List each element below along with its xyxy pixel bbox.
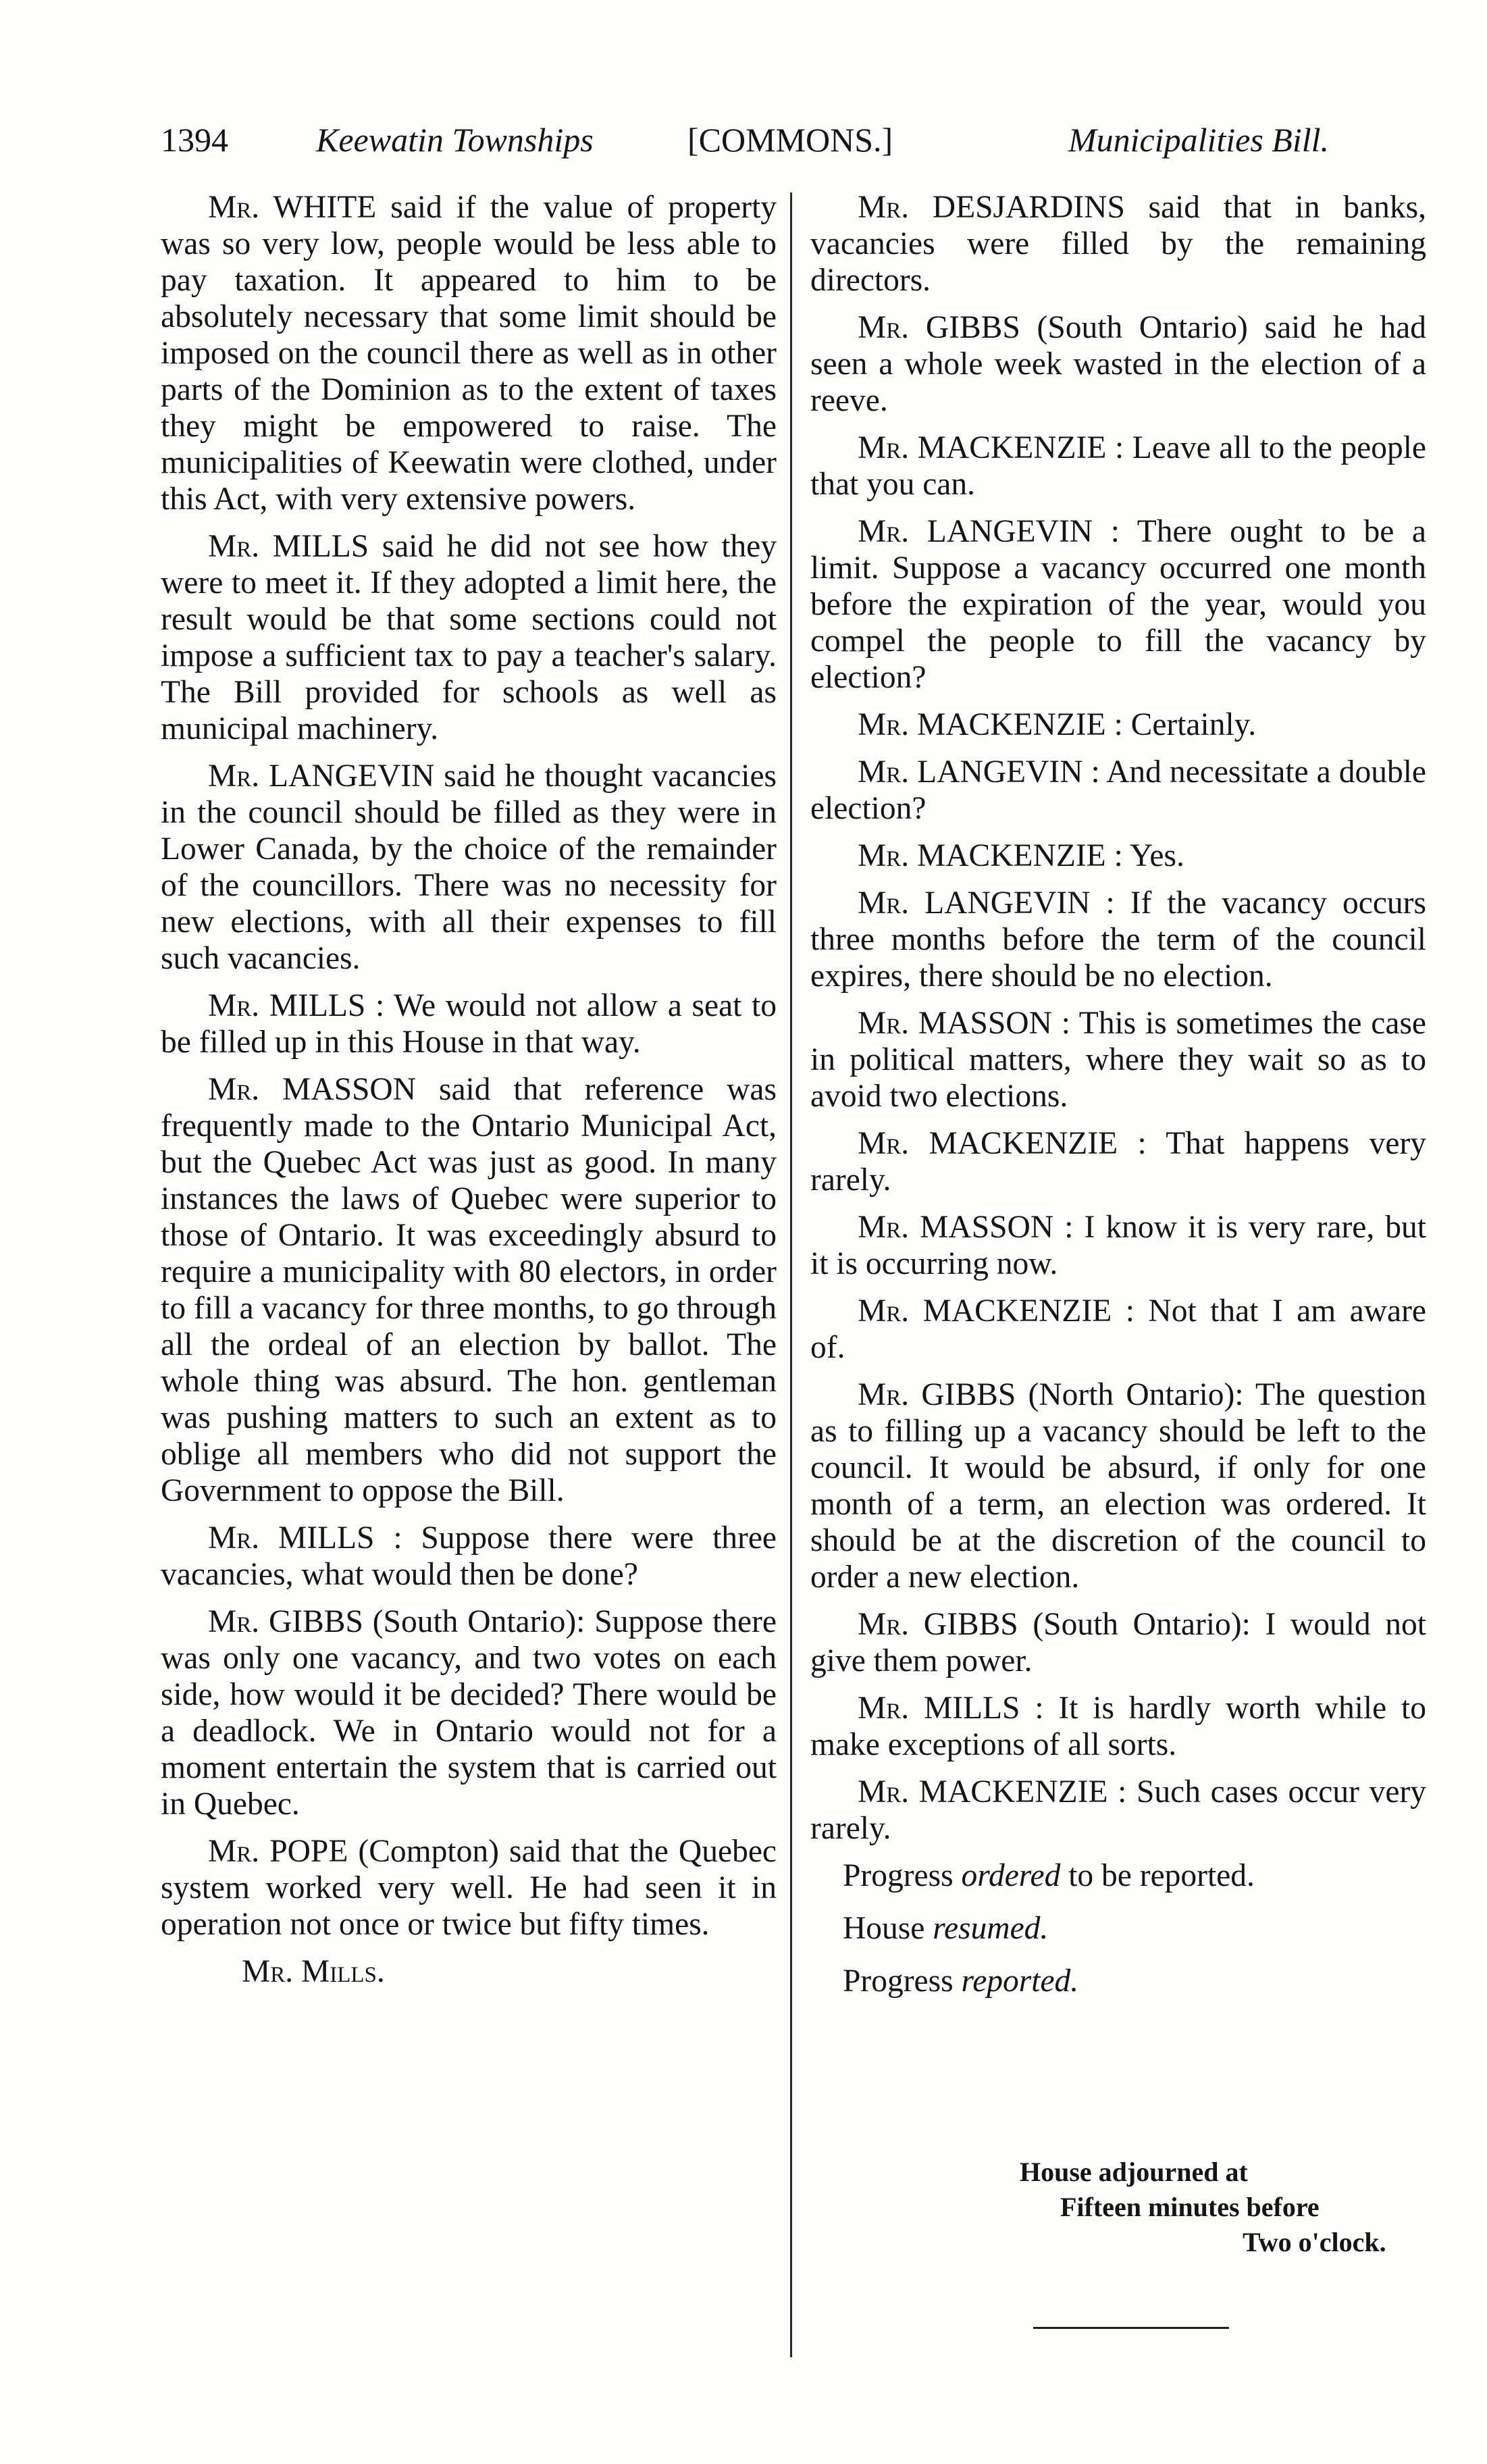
speaker-name: Mr. WHITE: [208, 190, 377, 225]
header-right-title: Municipalities Bill.: [1068, 121, 1329, 159]
speech-text: : Yes.: [1114, 838, 1184, 873]
proceeding-emphasis: reported.: [961, 1964, 1079, 1999]
right-column: [810, 189, 1426, 2016]
speaker-name: Mr. DESJARDINS: [858, 190, 1125, 225]
speaker-name: Mr. LANGEVIN: [858, 514, 1093, 549]
speech-paragraph: [161, 528, 777, 747]
page-number: 1394: [161, 121, 228, 159]
proceeding-text: Progress: [843, 1964, 962, 1999]
speaker-name: Mr. MACKENZIE: [858, 1293, 1112, 1329]
speech-text: (South Ontario): I would not give them power.: [810, 1607, 1427, 1678]
speech-text: : Leave all to the people that you can.: [810, 430, 1427, 502]
speech-paragraph: [810, 885, 1426, 994]
speech-text: : We would not allow a seat to be filled up in this House in that way.: [161, 988, 777, 1060]
speech-text: : And necessitate a double election?: [810, 754, 1427, 826]
speech-text: (South Ontario): Suppose there was only one vacancy, and two votes on each side, how would it be decided? There would be a deadlock. We in Ontario would not for a moment entertain the system that is carried out in Quebec.: [161, 1604, 777, 1822]
speech-text: : It is hardly worth while to make exceptions of all sorts.: [810, 1691, 1427, 1762]
speaker-name: Mr. MASSON: [858, 1006, 1052, 1041]
speech-paragraph: [810, 707, 1426, 743]
adjournment-notice: [810, 2155, 1426, 2260]
speaker-name: Mr. MILLS: [858, 1691, 1020, 1726]
speech-text: (North Ontario): The question as to filling up a vacancy should be left to the council. It would be absurd, if only for one month of a term, an election was ordered. It should be at the discretion of the council to order a new election.: [810, 1377, 1427, 1595]
adjournment-line: Fifteen minutes before: [1060, 2192, 1320, 2222]
catchword-paragraph: [194, 1953, 777, 1990]
column-divider: [790, 192, 792, 2357]
speech-text: said that reference was frequently made to the Ontario Municipal Act, but the Quebec Act was just as good. In many instances the laws of Quebec were superior to those of Ontario. It was exceedingly absurd to require a municipality with 80 electors, in order to fill a vacancy for three months, to go through all the ordeal of an election by ballot. The whole thing was absurd. The hon. gentleman was pushing matters to such an extent as to oblige all members who did not support the Government to oppose the Bill.: [161, 1072, 777, 1508]
speech-text: (South Ontario) said he had seen a whole week wasted in the election of a reeve.: [810, 310, 1427, 418]
speech-paragraph: [810, 1774, 1426, 1847]
proceeding-line: [843, 1910, 1426, 1947]
speaker-name: Mr. MACKENZIE: [858, 838, 1106, 873]
speaker-name: Mr. POPE: [208, 1834, 348, 1869]
speaker-name: Mr. MILLS: [208, 1520, 375, 1556]
speech-text: : Not that I am aware of.: [810, 1293, 1427, 1365]
speech-paragraph: [810, 513, 1426, 696]
left-column: [161, 189, 777, 2001]
speech-paragraph: [810, 1606, 1426, 1679]
speech-text: : I know it is very rare, but it is occurring now.: [810, 1210, 1427, 1281]
speech-paragraph: [810, 1125, 1426, 1198]
speaker-name: Mr. MACKENZIE: [858, 1126, 1118, 1161]
proceeding-emphasis: ordered: [961, 1858, 1061, 1893]
speech-paragraph: [810, 838, 1426, 874]
speaker-name: Mr. GIBBS: [858, 310, 1020, 345]
speaker-name: Mr. GIBBS: [208, 1604, 363, 1639]
running-header: [161, 116, 1329, 163]
speech-paragraph: [810, 1005, 1426, 1114]
speaker-name: Mr. LANGEVIN: [208, 759, 435, 794]
speech-paragraph: [810, 189, 1426, 299]
proceeding-text: to be reported.: [1060, 1858, 1255, 1893]
speech-text: : Suppose there were three vacancies, what would then be done?: [161, 1520, 777, 1592]
speaker-name: Mr. MILLS: [208, 529, 369, 564]
speech-paragraph: [161, 1603, 777, 1822]
speech-paragraph: [161, 1520, 777, 1593]
speech-paragraph: [810, 1209, 1426, 1282]
proceeding-line: [843, 1857, 1426, 1894]
adjournment-line: House adjourned at: [1020, 2157, 1248, 2187]
speech-text: said that in banks, vacancies were filled by the remaining directors.: [810, 190, 1426, 298]
speech-paragraph: [810, 1377, 1426, 1595]
speech-paragraph: [810, 430, 1426, 503]
speech-paragraph: [161, 1071, 777, 1509]
header-left-title: Keewatin Townships: [316, 121, 594, 159]
proceeding-emphasis: resumed.: [933, 1911, 1049, 1946]
speaker-name: Mr. MILLS: [208, 988, 366, 1023]
speech-paragraph: [810, 1293, 1426, 1366]
speech-text: : That happens very rarely.: [810, 1126, 1427, 1198]
speech-paragraph: [810, 309, 1426, 419]
adjournment-line: Two o'clock.: [1243, 2227, 1386, 2257]
proceeding-line: [843, 1963, 1426, 1999]
speech-text: said if the value of property was so very low, people would be less able to pay taxation. It appeared to him to be absolutely necessary that some limit should be imposed on the council there as well as in other parts of the Dominion as to the extent of taxes they might be empowered to raise. The municipalities of Keewatin were clothed, under this Act, with very extensive powers.: [161, 190, 777, 517]
speech-text: : This is sometimes the case in political matters, where they wait so as to avoid two elections.: [810, 1006, 1427, 1114]
speech-text: : Such cases occur very rarely.: [810, 1774, 1427, 1846]
speech-paragraph: [161, 1833, 777, 1943]
speech-text: said he did not see how they were to meet it. If they adopted a limit here, the result would be that some sections could not impose a sufficient tax to pay a teacher's salary. The Bill provided for schools as well as municipal machinery.: [161, 529, 777, 746]
speech-text: : There ought to be a limit. Suppose a vacancy occurred one month before the expiration of the year, would you compel the people to fill the vacancy by election?: [810, 514, 1426, 695]
proceeding-text: House: [843, 1911, 933, 1946]
speaker-name: Mr. GIBBS: [858, 1607, 1018, 1642]
speaker-name: Mr. MASSON: [208, 1072, 417, 1107]
speech-text: said he thought vacancies in the council should be filled as they were in Lower Canada, by the choice of the remainder of the councillors. There was no necessity for new elections, with all their expenses to fill such vacancies.: [161, 759, 777, 976]
speech-paragraph: [161, 189, 777, 517]
speech-paragraph: [161, 758, 777, 977]
speech-text: : If the vacancy occurs three months before the term of the council expires, there should be no election.: [810, 886, 1426, 994]
speaker-name: Mr. LANGEVIN: [858, 886, 1091, 921]
speaker-name: Mr. GIBBS: [858, 1377, 1016, 1412]
speech-text: : Certainly.: [1114, 707, 1257, 742]
header-chamber: [COMMONS.]: [687, 121, 893, 159]
speech-paragraph: [810, 1690, 1426, 1763]
speaker-name: Mr. LANGEVIN: [858, 754, 1083, 790]
catchword: Mr. Mills.: [242, 1954, 385, 1989]
speech-paragraph: [810, 754, 1426, 827]
speech-text: (Compton) said that the Quebec system worked very well. He had seen it in operation not once or twice but fifty times.: [161, 1834, 777, 1942]
speaker-name: Mr. MACKENZIE: [858, 707, 1106, 742]
speech-paragraph: [161, 987, 777, 1060]
speaker-name: Mr. MACKENZIE: [858, 430, 1107, 465]
proceeding-text: Progress: [843, 1858, 962, 1893]
speaker-name: Mr. MASSON: [858, 1210, 1054, 1245]
speaker-name: Mr. MACKENZIE: [858, 1774, 1108, 1810]
closing-rule: [1033, 2327, 1229, 2329]
